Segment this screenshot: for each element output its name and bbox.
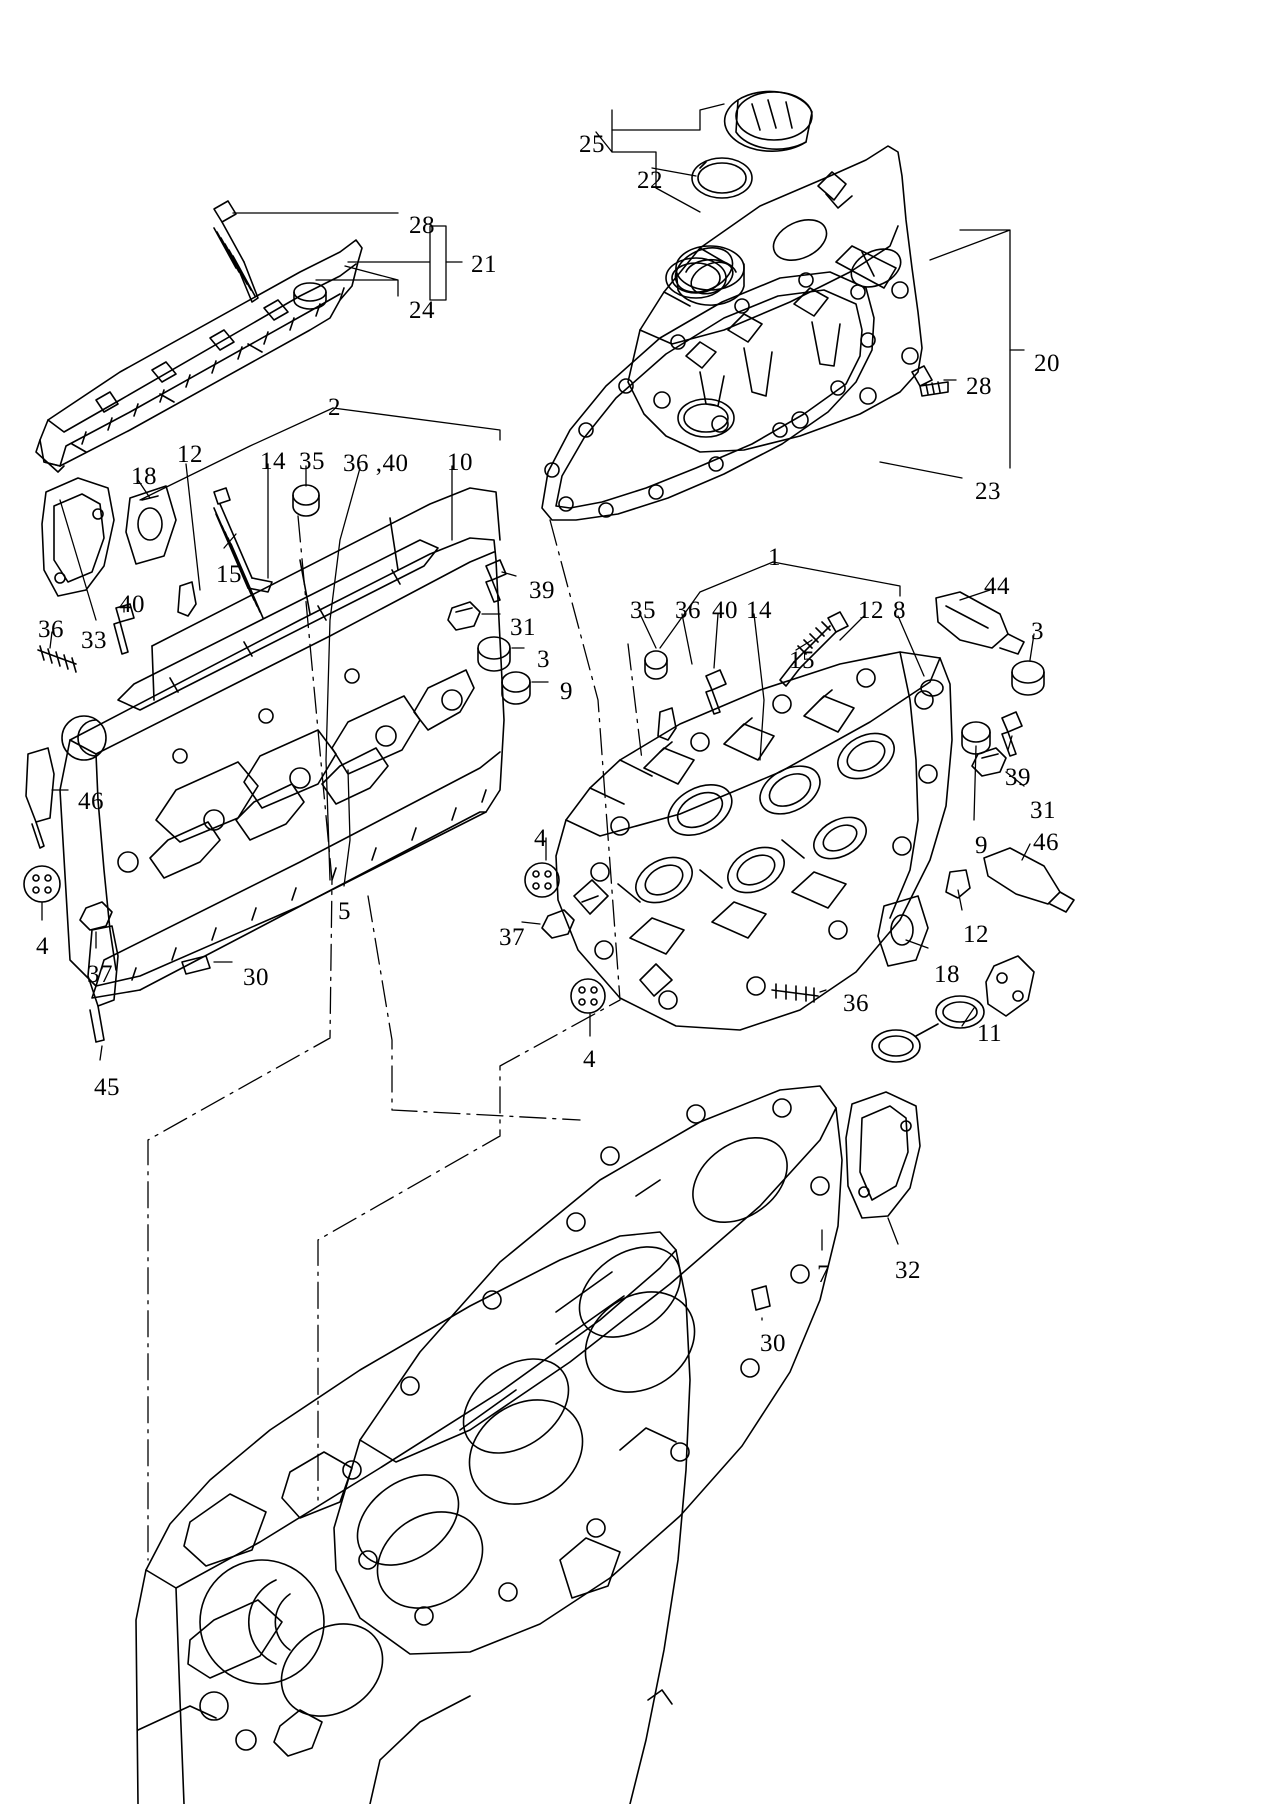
part-7-head-gasket: [334, 1086, 842, 1654]
callout-4-right-top: 4: [534, 825, 547, 852]
callout-21: 21: [471, 251, 497, 278]
callout-1: 1: [768, 544, 781, 571]
part-2-cylinder-head-left: [60, 488, 504, 998]
callout-30-right: 30: [760, 1330, 786, 1357]
leader-33: [60, 500, 96, 620]
callout-14-right: 14: [746, 597, 772, 624]
callout-9-right: 9: [975, 832, 988, 859]
leader-2b: [333, 408, 500, 440]
leader-25a: [612, 104, 724, 130]
leader-3640a: [326, 468, 360, 880]
callout-46-left: 46: [78, 788, 104, 815]
callout-25: 25: [579, 131, 605, 158]
leader-23: [880, 462, 962, 478]
part-15-valve-left: [214, 488, 272, 618]
part-35-cap-right: [645, 651, 667, 679]
part-37-nut-right: [542, 910, 574, 938]
callout-12-right-lower: 12: [963, 921, 989, 948]
part-28-bolt-left: [214, 201, 258, 302]
part-12-guide-right-2: [946, 870, 970, 898]
callout-28-top-left: 28: [409, 212, 435, 239]
part-4-ring-right-bottom: [571, 979, 605, 1013]
part-36-spring-left: [38, 646, 76, 672]
part-11-cover-plate: [986, 956, 1034, 1016]
part-1-cylinder-head-right: [556, 652, 952, 1030]
callout-12-left: 12: [177, 441, 203, 468]
part-40-bolt-right: [706, 670, 726, 714]
part-25-oil-cap: [725, 91, 812, 151]
part-31-nut-left: [448, 602, 480, 630]
part-37-nut-left: [80, 902, 112, 930]
part-39-bolt-right: [1002, 712, 1022, 756]
callout-40-right: 40: [712, 597, 738, 624]
part-21-bearing-bridge: [36, 240, 362, 475]
callout-37-right: 37: [499, 924, 525, 951]
leader-20-bracket: [930, 230, 1010, 468]
callout-18-right: 18: [934, 961, 960, 988]
callout-44: 44: [984, 573, 1010, 600]
callout-46-right: 46: [1033, 829, 1059, 856]
leader-11: [962, 1008, 974, 1026]
callout-36-left: 36: [38, 616, 64, 643]
callout-39-left: 39: [529, 577, 555, 604]
construction-lines: [148, 516, 642, 1560]
callout-7: 7: [817, 1261, 830, 1288]
leader-12c: [958, 890, 962, 910]
leader-8: [898, 616, 924, 676]
leader-5: [344, 770, 350, 886]
part-18-retainer-right: [878, 896, 928, 966]
callout-10: 10: [447, 449, 473, 476]
part-8-plug-right: [921, 680, 943, 696]
callout-40-left: 40: [119, 591, 145, 618]
part-3-plug-right: [1012, 661, 1044, 695]
leader-36c: [820, 990, 826, 992]
callout-8: 8: [893, 597, 906, 624]
leader-12a: [186, 464, 200, 590]
part-46-tube-left: [26, 748, 54, 848]
part-4-ring-right-top: [525, 863, 559, 897]
callout-32: 32: [895, 1257, 921, 1284]
leader-18b: [906, 940, 928, 948]
callout-18-left: 18: [131, 463, 157, 490]
callout-23: 23: [975, 478, 1001, 505]
part-30-dowel-right: [752, 1286, 770, 1310]
part-46-tube-right: [984, 848, 1074, 912]
part-33-shield-left: [42, 478, 114, 596]
callout-31-right: 31: [1030, 797, 1056, 824]
part-11-o-rings: [872, 996, 984, 1062]
callout-36-right-lower: 36: [843, 990, 869, 1017]
part-23-valve-cover-gasket: [542, 258, 875, 520]
callout-20: 20: [1034, 350, 1060, 377]
callout-36-40-left: 36 ,40: [343, 450, 409, 477]
part-44-sealant-tube: [936, 592, 1024, 654]
callout-36-right: 36: [675, 597, 701, 624]
leader-45: [100, 1046, 102, 1060]
part-3-plug-left: [478, 637, 510, 671]
callout-14-left: 14: [260, 448, 286, 475]
callout-5: 5: [338, 898, 351, 925]
callout-35-left: 35: [299, 448, 325, 475]
part-9-plug-left: [502, 672, 530, 704]
callout-28-right: 28: [966, 373, 992, 400]
callout-31-left: 31: [510, 614, 536, 641]
callout-3-right: 3: [1031, 618, 1044, 645]
callout-12-right: 12: [858, 597, 884, 624]
part-35-cap-left: [293, 485, 319, 516]
part-28-bolt-right: [912, 366, 948, 396]
callout-11: 11: [977, 1020, 1003, 1047]
part-22-seal-ring: [692, 158, 752, 198]
callout-24: 24: [409, 297, 435, 324]
callout-15-right: 15: [789, 647, 815, 674]
callout-39-right: 39: [1005, 764, 1031, 791]
part-4-sealing-ring-left: [24, 866, 60, 902]
leader-9b: [974, 746, 976, 820]
part-31-nut-right: [972, 748, 1006, 776]
part-20-valve-cover: [628, 146, 922, 452]
callout-33: 33: [81, 627, 107, 654]
leader-14b: [754, 614, 764, 760]
callout-30-left: 30: [243, 964, 269, 991]
callout-3-left: 3: [537, 646, 550, 673]
callout-15-left: 15: [216, 561, 242, 588]
callout-45: 45: [94, 1074, 120, 1101]
part-32-shield-right: [846, 1092, 920, 1218]
part-36-spring-right: [772, 984, 818, 1002]
leader-32: [888, 1218, 898, 1244]
callout-4-left: 4: [36, 933, 49, 960]
callout-37-left: 37: [87, 961, 113, 988]
callout-22: 22: [637, 167, 663, 194]
callout-9-left: 9: [560, 678, 573, 705]
callout-4-right-bottom: 4: [583, 1046, 596, 1073]
part-12-valve-guide-left: [178, 582, 196, 616]
leader-1b: [773, 562, 900, 596]
callout-35-right: 35: [630, 597, 656, 624]
callout-2: 2: [328, 394, 341, 421]
part-18-retainer-left: [126, 486, 176, 564]
